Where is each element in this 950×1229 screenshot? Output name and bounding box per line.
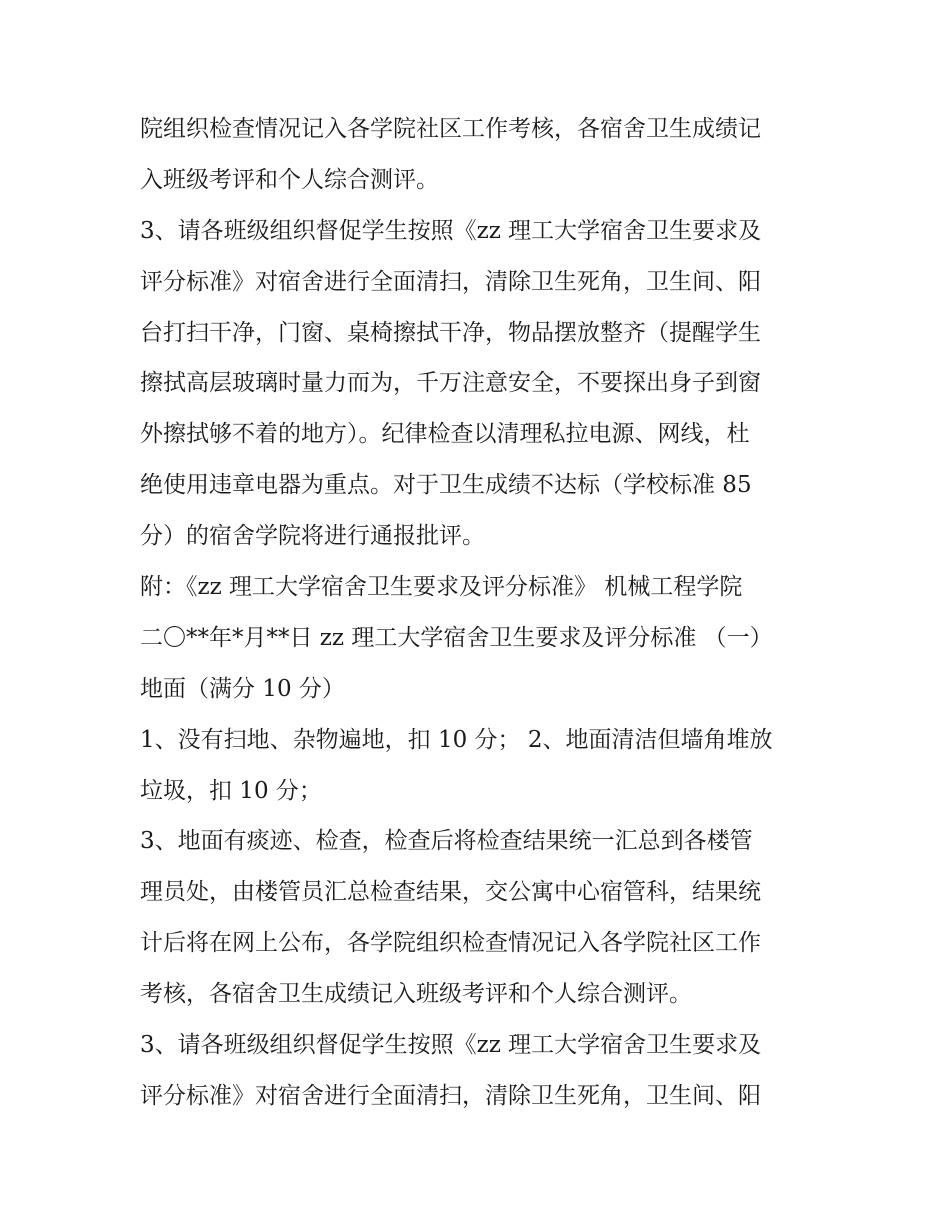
text-line: 绝使用违章电器为重点。对于卫生成绩不达标（学校标准 85 [140,472,752,499]
text-line: 垃圾，扣 10 分； [140,777,322,804]
text-line: 二〇**年*月**日 zz 理工大学宿舍卫生要求及评分标准 （一） [140,624,773,651]
text-line: 3、地面有痰迹、检查，检查后将检查结果统一汇总到各楼管 [140,828,753,855]
text-line: 理员处，由楼管员汇总检查结果，交公寓中心宿管科，结果统 [140,879,761,906]
text-line: 3、请各班级组织督促学生按照《zz 理工大学宿舍卫生要求及 [140,1032,762,1059]
text-line: 擦拭高层玻璃时量力而为，千万注意安全，不要探出身子到窗 [140,370,761,397]
text-line: 院组织检查情况记入各学院社区工作考核，各宿舍卫生成绩记 [140,116,761,142]
text-line: 1、没有扫地、杂物遍地，扣 10 分； 2、地面清洁但墙角堆放 [140,726,773,753]
text-line: 入班级考评和个人综合测评。 [140,166,439,193]
text-line: 地面（满分 10 分） [140,675,345,702]
text-line: 计后将在网上公布，各学院组织检查情况记入各学院社区工作 [140,930,761,957]
text-line: 外擦拭够不着的地方）。纪律检查以清理私拉电源、网线，杜 [140,421,750,448]
text-line: 分）的宿舍学院将进行通报批评。 [140,523,485,550]
text-line: 考核，各宿舍卫生成绩记入班级考评和个人综合测评。 [140,981,692,1008]
document-body [140,104,820,1122]
text-line: 台打扫干净，门窗、桌椅擦拭干净，物品摆放整齐（提醒学生 [140,319,761,346]
text-line: 评分标准》对宿舍进行全面清扫，清除卫生死角，卫生间、阳 [140,1082,761,1109]
text-line: 附：《zz 理工大学宿舍卫生要求及评分标准》 机械工程学院 [140,574,743,601]
text-line: 评分标准》对宿舍进行全面清扫，清除卫生死角，卫生间、阳 [140,268,761,295]
text-line: 3、请各班级组织督促学生按照《zz 理工大学宿舍卫生要求及 [140,217,762,244]
